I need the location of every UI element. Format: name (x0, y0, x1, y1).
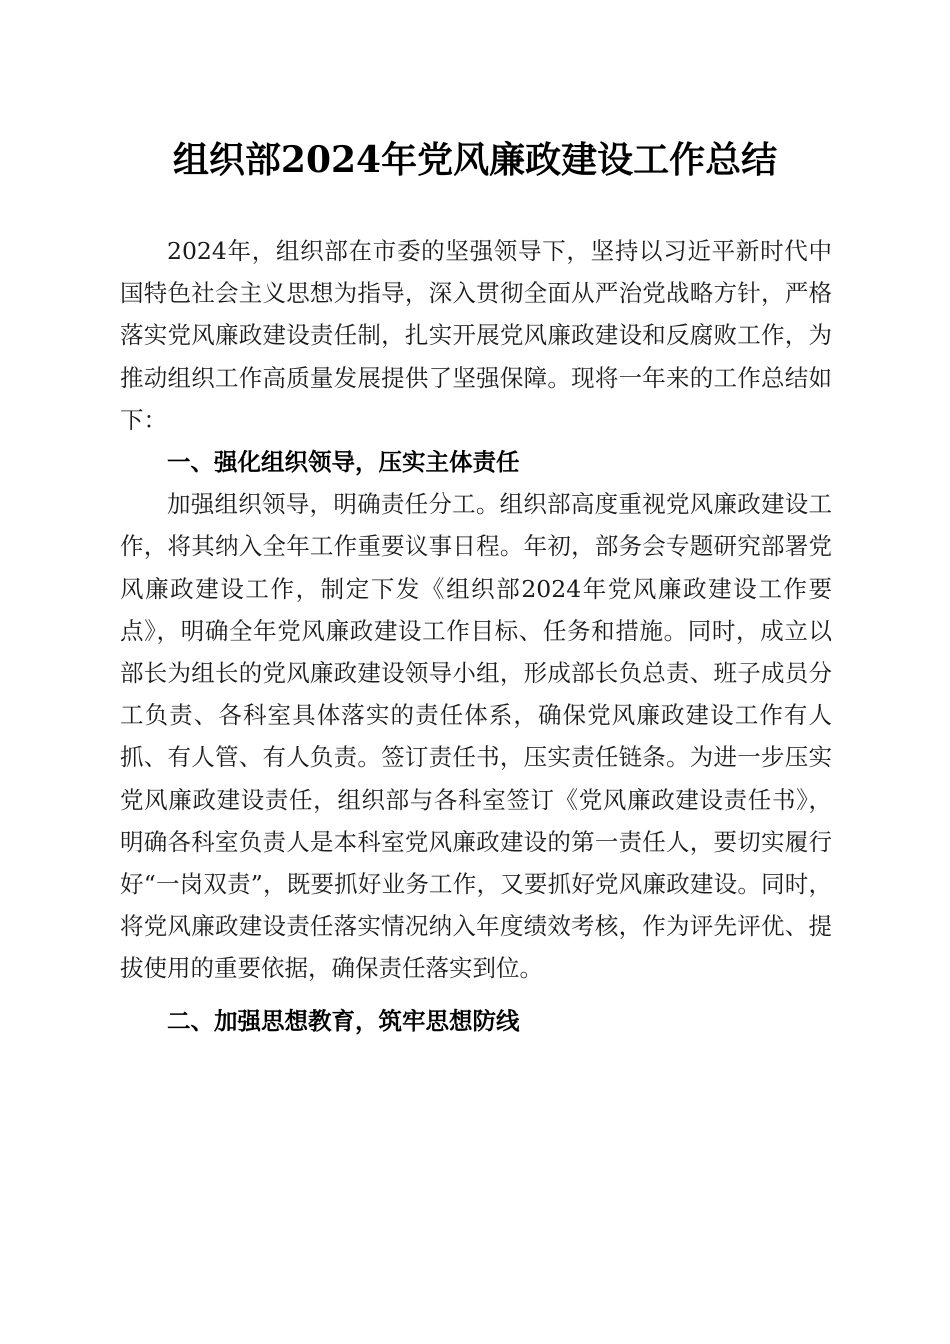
section-2-heading: 二、加强思想教育，筑牢思想防线 (167, 1006, 520, 1035)
section-1-heading: 一、强化组织领导，压实主体责任 (167, 448, 520, 477)
section-1-paragraph: 加强组织领导，明确责任分工。组织部高度重视党风廉政建设工作，将其纳入全年工作重要议事日程。年初，部务会专题研究部署党风廉政建设工作，制定下发《组织部2024年党风廉政建设工作要点》，明确全年党风廉政建设工作目标、任务和措施。同时，成立以部长为组长的党风廉政建设领导小组，形成部长负总责、班子成员分工负责、各科室具体落实的责任体系，确保党风廉政建设工作有人抓、有人管、有人负责。签订责任书，压实责任链条。为进一步压实党风廉政建设责任，组织部与各科室签订《党风廉政建设责任书》，明确各科室负责人是本科室党风廉政建设的第一责任人，要切实履行好“一岗双责”，既要抓好业务工作，又要抓好党风廉政建设。同时，将党风廉政建设责任落实情况纳入年度绩效考核，作为评先评优、提拔使用的重要依据，确保责任落实到位。 (120, 490, 832, 983)
document-title: 组织部2024年党风廉政建设工作总结 (172, 139, 778, 181)
document-body (120, 230, 832, 1042)
intro-paragraph: 2024年，组织部在市委的坚强领导下，坚持以习近平新时代中国特色社会主义思想为指导，深入贯彻全面从严治党战略方针，严格落实党风廉政建设责任制，扎实开展党风廉政建设和反腐败工作，为推动组织工作高质量发展提供了坚强保障。现将一年来的工作总结如下： (120, 237, 832, 434)
